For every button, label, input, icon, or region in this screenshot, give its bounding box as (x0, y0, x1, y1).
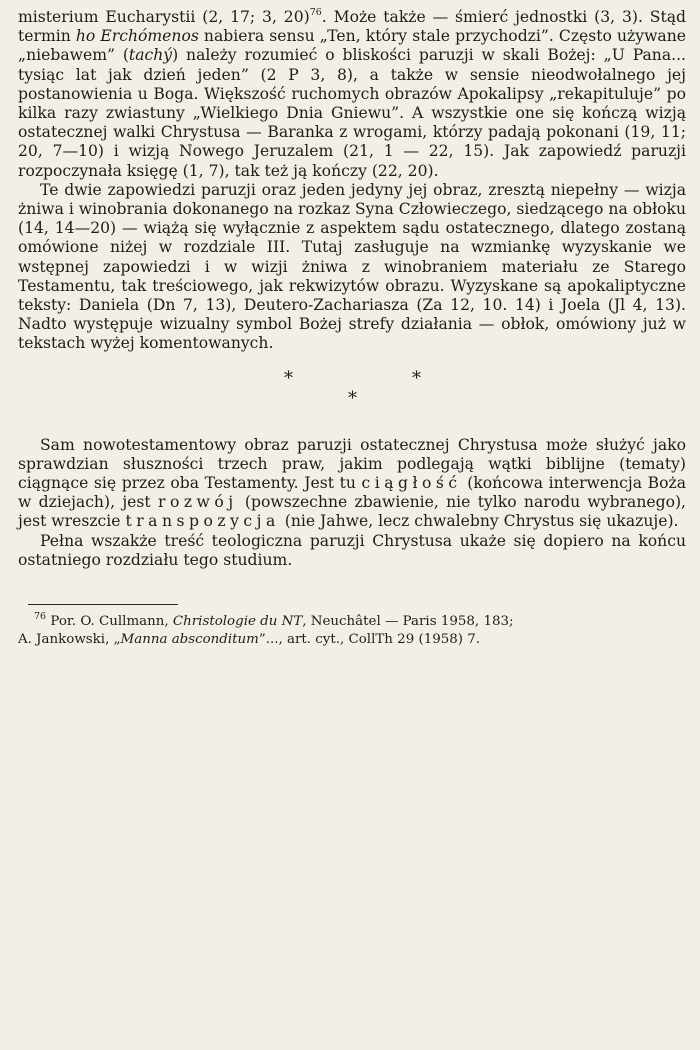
section-one (18, 8, 686, 354)
spaced-word-development: rozwój (157, 493, 238, 512)
paragraph-3-text-c: (powszechne zbawienie, nie tylko narodu wybranego), jest wreszcie (18, 493, 686, 531)
footnote-text: A. Jankowski, „ (18, 631, 121, 647)
paragraph-3-text-a: Sam nowotestamentowy obraz paruzji ostatecznej Chrystusa może służyć jako sprawdzian słuszności trzech praw, jakim podlegają wątki biblijne (tematy) ciągnące się przez oba Testamenty. Jest tu (18, 435, 686, 493)
paragraph-3-text-b: (końcowa interwencja Boża w dziejach), jest (18, 474, 686, 512)
paragraph-4: Pełna wszakże treść teologiczna paruzji Chrystusa ukaże się dopiero na końcu ostatniego rozdziału tego studium. (18, 531, 686, 569)
footnote-divider (28, 604, 178, 605)
section-separator (18, 368, 686, 436)
paragraph-1-text-a: misterium Eucharystii (2, 17; 3, 20) (18, 8, 310, 26)
separator-star: * (412, 367, 421, 389)
paragraph-1-text-c: nabiera sensu „Ten, który stale przychodzi”. Często używane „niebawem” ( (18, 27, 687, 65)
section-two (18, 436, 686, 570)
paragraph-3 (18, 436, 686, 532)
footnote-number: 76 (34, 610, 47, 622)
paragraph-3-text-d: (nie Jahwe, lecz chwalebny Chrystus się ukazuje). (279, 512, 679, 531)
spaced-word-transposition: transpozycja (125, 512, 280, 531)
footnote-reference[interactable]: 76 (309, 6, 322, 18)
separator-star: * (348, 387, 357, 409)
footnote-text: , Neuchâtel — Paris 1958, 183; (302, 614, 514, 630)
footnote-line-2 (18, 631, 686, 649)
paragraph-2: Te dwie zapowiedzi paruzji oraz jeden jedyny jej obraz, zresztą niepełny — wizja żniwa i winobrania dokonanego na rozkaz Syna Człowieczego, siedzącego na obłoku (14, 14—20) — wiążą się wyłącznie z aspektem sądu ostatecznego, dlatego zostaną omówione niżej w rozdziale III. Tutaj zasługuje na wzmiankę wyzyskanie we wstępnej zapowiedzi i w wizji żniwa z winobraniem materiału ze Starego Testamentu, tak treściowego, jak rekwizytów obrazu. Wyzyskane są apokaliptyczne teksty: Daniela (Dn 7, 13), Deutero-Zachariasza (Za 12, 10. 14) i Joela (Jl 4, 13). Nadto występuje wizualny symbol Bożej strefy działania — obłok, omówiony już w tekstach wyżej komentowanych. (18, 180, 687, 353)
footnote-line-1 (18, 610, 686, 631)
footnote-text: ”..., art. cyt., CollTh 29 (1958) 7. (258, 631, 481, 647)
term-ho-erchomenos: ho Erchómenos (75, 27, 199, 46)
footnote-76 (18, 610, 686, 648)
footnote-book-title: Christologie du NT (172, 614, 303, 630)
footnote-article-title: Manna absconditum (120, 631, 259, 647)
spaced-word-continuity: ciągłość (361, 474, 462, 493)
paragraph-1-text-d: ) należy rozumieć o bliskości paruzji w skali Bożej: „U Pana... tysiąc lat jak dzień jeden” (2 P 3, 8), a także w sensie nieodwołalnego jej postanowienia u Boga. Większość ruchomych obrazów Apokalipsy „rekapituluje” po kilka razy zwiastuny „Wielkiego Dnia Gniewu”. A wszystkie one się kończą wizją ostatecznej walki Chrystusa — Baranka z wrogami, którzy padają pokonani (19, 11; 20, 7—10) i wizją Nowego Jeruzalem (21, 1 — 22, 15). Jak zapowiedź paruzji rozpoczynała księgę (1, 7), tak też ją kończy (22, 20). (18, 46, 687, 180)
paragraph-1-text-b: . Może także — śmierć jednostki (3, 3). Stąd termin (18, 8, 686, 46)
term-tachy: tachý (128, 46, 173, 65)
footnote-text: Por. O. Cullmann, (46, 614, 173, 630)
separator-star: * (284, 367, 293, 389)
paragraph-1 (18, 8, 686, 181)
